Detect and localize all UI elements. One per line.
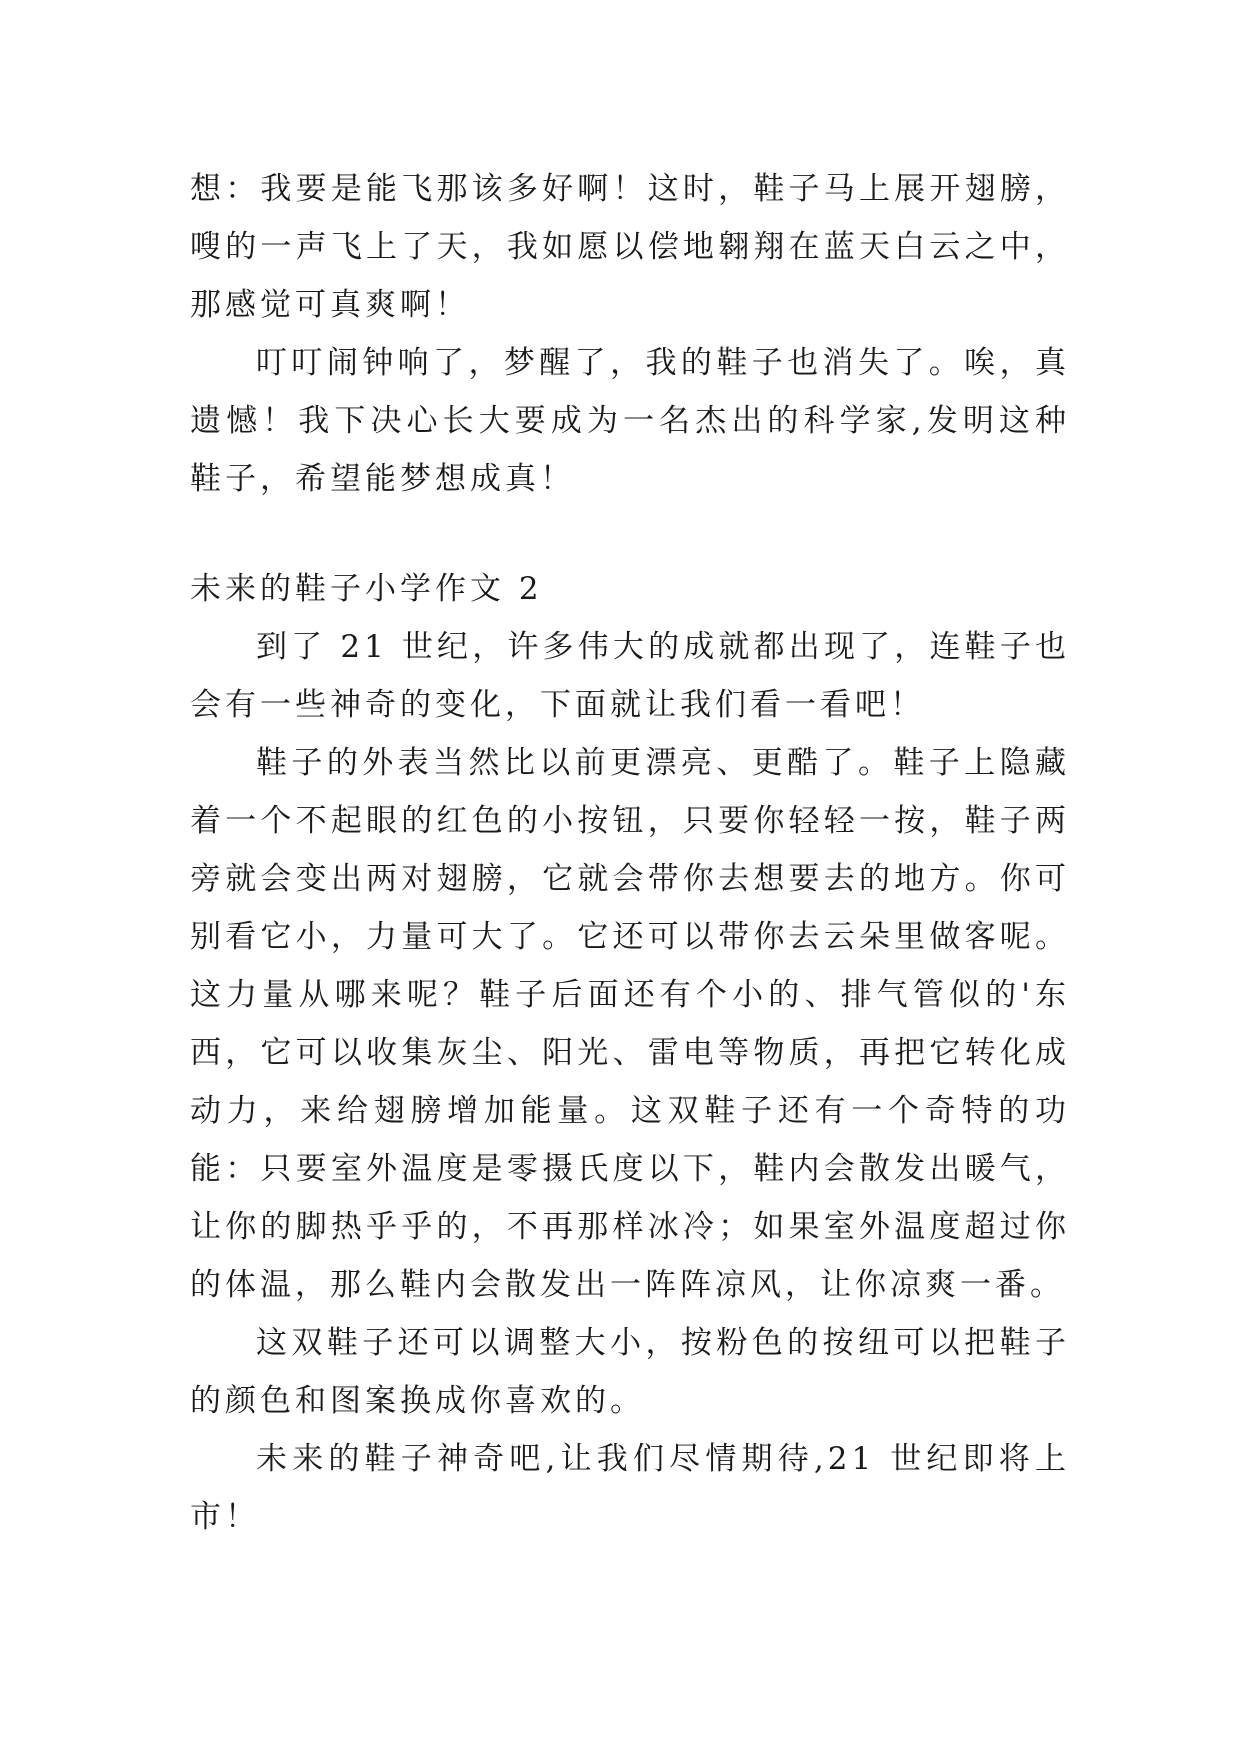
paragraph-conclusion: 未来的鞋子神奇吧,让我们尽情期待,21 世纪即将上市！ <box>190 1441 1070 1535</box>
paragraph-alarm-clock: 叮叮闹钟响了，梦醒了，我的鞋子也消失了。唉，真遗憾！我下决心长大要成为一名杰出的科学家,发明这种鞋子，希望能梦想成真！ <box>190 345 1070 497</box>
section-gap <box>190 508 1070 560</box>
document-body <box>190 160 1070 1546</box>
paragraph-continued: 想：我要是能飞那该多好啊！这时，鞋子马上展开翅膀，嗖的一声飞上了天，我如愿以偿地翱翔在蓝天白云之中，那感觉可真爽啊！ <box>190 171 1070 323</box>
paragraph-appearance: 鞋子的外表当然比以前更漂亮、更酷了。鞋子上隐藏着一个不起眼的红色的小按钮，只要你轻轻一按，鞋子两旁就会变出两对翅膀，它就会带你去想要去的地方。你可别看它小，力量可大了。它还可以带你去云朵里做客呢。这力量从哪来呢？鞋子后面还有个小的、排气管似的'东西，它可以收集灰尘、阳光、雷电等物质，再把它转化成动力，来给翅膀增加能量。这双鞋子还有一个奇特的功能：只要室外温度是零摄氏度以下，鞋内会散发出暖气，让你的脚热乎乎的，不再那样冰冷；如果室外温度超过你的体温，那么鞋内会散发出一阵阵凉风，让你凉爽一番。 <box>190 745 1070 1303</box>
paragraph-size-adjust: 这双鞋子还可以调整大小，按粉色的按纽可以把鞋子的颜色和图案换成你喜欢的。 <box>190 1325 1070 1419</box>
paragraph-intro: 到了 21 世纪，许多伟大的成就都出现了，连鞋子也会有一些神奇的变化，下面就让我们看一看吧！ <box>190 629 1070 723</box>
section-title: 未来的鞋子小学作文 2 <box>190 571 543 607</box>
